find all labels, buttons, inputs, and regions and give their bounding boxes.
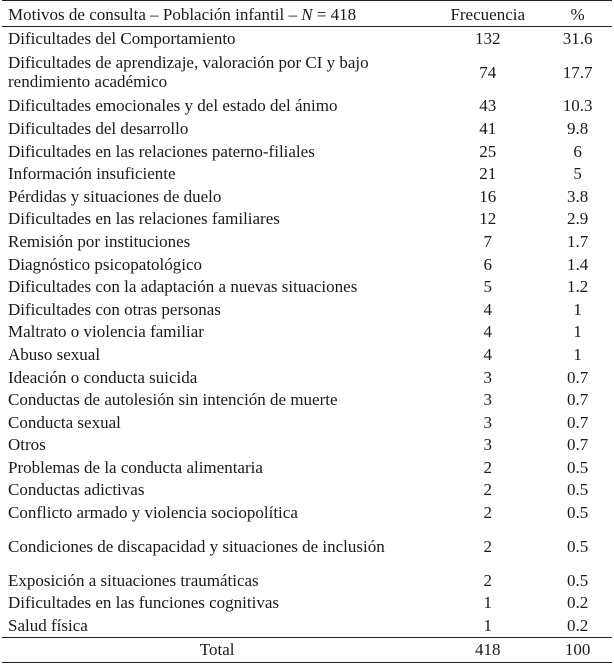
- row-frequency: 21: [479, 164, 497, 184]
- row-motivo: Dificultades del desarrollo: [8, 118, 189, 138]
- row-percent: 9.8: [566, 118, 589, 138]
- row-frequency: 5: [483, 277, 492, 297]
- row-percent: 1: [573, 322, 582, 342]
- row-motivo: Dificultades en las relaciones paterno-filiales: [8, 141, 315, 161]
- row-percent: 0.7: [566, 412, 589, 432]
- row-motivo: Conflicto armado y violencia sociopolítica: [8, 503, 298, 523]
- table-row: [2, 253, 612, 276]
- row-percent: 2.9: [566, 209, 589, 229]
- table-row: [2, 479, 612, 502]
- row-motivo: Información insuficiente: [8, 164, 176, 184]
- total-row: [2, 637, 612, 662]
- table-row: [2, 185, 612, 208]
- table-row: [2, 95, 612, 118]
- row-motivo: Condiciones de discapacidad y situaciones de inclusión: [8, 536, 385, 556]
- row-frequency: 12: [479, 209, 497, 229]
- table-row: [2, 366, 612, 389]
- table-row: [2, 275, 612, 298]
- header-n-symbol: N: [301, 4, 313, 24]
- row-percent: 0.7: [566, 435, 589, 455]
- row-percent: 0.5: [566, 480, 589, 500]
- table-row: [2, 614, 612, 637]
- table-row: [2, 321, 612, 344]
- row-frequency: 3: [483, 412, 492, 432]
- header-motivo: [2, 1, 432, 27]
- table-row: [2, 411, 612, 434]
- row-motivo: Dificultades en las relaciones familiares: [8, 209, 280, 229]
- header-frequency: Frecuencia: [432, 1, 543, 27]
- row-percent: 3.8: [566, 186, 589, 206]
- row-motivo: Dificultades emocionales y del estado del ánimo: [8, 96, 338, 116]
- table-row: [2, 298, 612, 321]
- row-motivo: Remisión por instituciones: [8, 231, 191, 251]
- header-row: [2, 1, 612, 27]
- header-title-prefix: Motivos de consulta – Población infantil –: [8, 4, 302, 24]
- table-row: [2, 434, 612, 457]
- table-row: [2, 501, 612, 524]
- row-motivo: Maltrato o violencia familiar: [8, 322, 204, 342]
- row-percent: 0.5: [566, 570, 589, 590]
- table-row: [2, 569, 612, 592]
- row-motivo: Dificultades del Comportamiento: [8, 28, 236, 48]
- row-motivo: Conducta sexual: [8, 412, 121, 432]
- row-frequency: 2: [483, 536, 492, 556]
- row-motivo: Pérdidas y situaciones de duelo: [8, 186, 222, 206]
- row-frequency: 41: [479, 118, 497, 138]
- table-row: [2, 27, 612, 50]
- table-footer: [2, 637, 612, 662]
- row-percent: 0.7: [566, 367, 589, 387]
- row-percent: 10.3: [562, 96, 593, 116]
- row-motivo: Dificultades con otras personas: [8, 299, 221, 319]
- table-row: [2, 117, 612, 140]
- row-motivo: Conductas adictivas: [8, 480, 145, 500]
- row-motivo: Dificultades con la adaptación a nuevas situaciones: [8, 277, 358, 297]
- row-frequency: 6: [483, 254, 492, 274]
- table-body: [2, 27, 612, 638]
- table-row: [2, 230, 612, 253]
- table-row: [2, 343, 612, 366]
- table-row: [2, 388, 612, 411]
- row-percent: 1: [573, 344, 582, 364]
- table-row: [2, 162, 612, 185]
- row-frequency: 2: [483, 570, 492, 590]
- row-frequency: 43: [479, 96, 497, 116]
- row-frequency: 7: [483, 231, 492, 251]
- row-percent: 0.2: [566, 593, 589, 613]
- row-percent: 0.5: [566, 536, 589, 556]
- row-frequency: 132: [474, 28, 501, 48]
- row-motivo: Dificultades en las funciones cognitivas: [8, 593, 279, 613]
- row-percent: 5: [573, 164, 582, 184]
- row-percent: 1.7: [566, 231, 589, 251]
- row-frequency: 2: [483, 503, 492, 523]
- row-percent: 1.4: [566, 254, 589, 274]
- row-frequency: 74: [479, 62, 497, 82]
- row-percent: 1: [573, 299, 582, 319]
- row-motivo: Dificultades de aprendizaje, valoración por CI y bajo rendimiento académico: [8, 53, 369, 92]
- row-motivo: Ideación o conducta suicida: [8, 367, 198, 387]
- row-percent: 31.6: [562, 28, 593, 48]
- row-motivo: Salud física: [8, 615, 88, 635]
- table-row: [2, 50, 612, 95]
- row-motivo: Otros: [8, 435, 46, 455]
- row-percent: 0.7: [566, 390, 589, 410]
- table-row: [2, 591, 612, 614]
- row-percent: 0.5: [566, 503, 589, 523]
- row-percent: 0.5: [566, 457, 589, 477]
- row-motivo: Conductas de autolesión sin intención de muerte: [8, 390, 338, 410]
- total-label: Total: [2, 637, 432, 662]
- row-percent: 6: [573, 141, 582, 161]
- row-percent: 1.2: [566, 277, 589, 297]
- total-percent: 100: [543, 637, 612, 662]
- row-frequency: 2: [483, 457, 492, 477]
- table-row: [2, 456, 612, 479]
- header-percent: %: [543, 1, 612, 27]
- table-row: [2, 208, 612, 231]
- row-motivo: Problemas de la conducta alimentaria: [8, 457, 263, 477]
- row-frequency: 4: [483, 344, 492, 364]
- row-frequency: 4: [483, 299, 492, 319]
- table-row: [2, 524, 612, 569]
- row-frequency: 25: [479, 141, 497, 161]
- table-row: [2, 140, 612, 163]
- row-frequency: 3: [483, 390, 492, 410]
- table-header: [2, 1, 612, 27]
- row-frequency: 16: [479, 186, 497, 206]
- row-frequency: 1: [483, 593, 492, 613]
- row-motivo: Exposición a situaciones traumáticas: [8, 570, 259, 590]
- row-frequency: 1: [483, 615, 492, 635]
- header-n-value: = 418: [312, 4, 357, 24]
- row-motivo: Abuso sexual: [8, 344, 101, 364]
- row-percent: 17.7: [562, 62, 593, 82]
- consultation-reasons-table: [2, 0, 612, 663]
- row-motivo: Diagnóstico psicopatológico: [8, 254, 203, 274]
- total-frequency: 418: [432, 637, 543, 662]
- row-frequency: 3: [483, 367, 492, 387]
- row-frequency: 4: [483, 322, 492, 342]
- row-frequency: 2: [483, 480, 492, 500]
- row-frequency: 3: [483, 435, 492, 455]
- row-percent: 0.2: [566, 615, 589, 635]
